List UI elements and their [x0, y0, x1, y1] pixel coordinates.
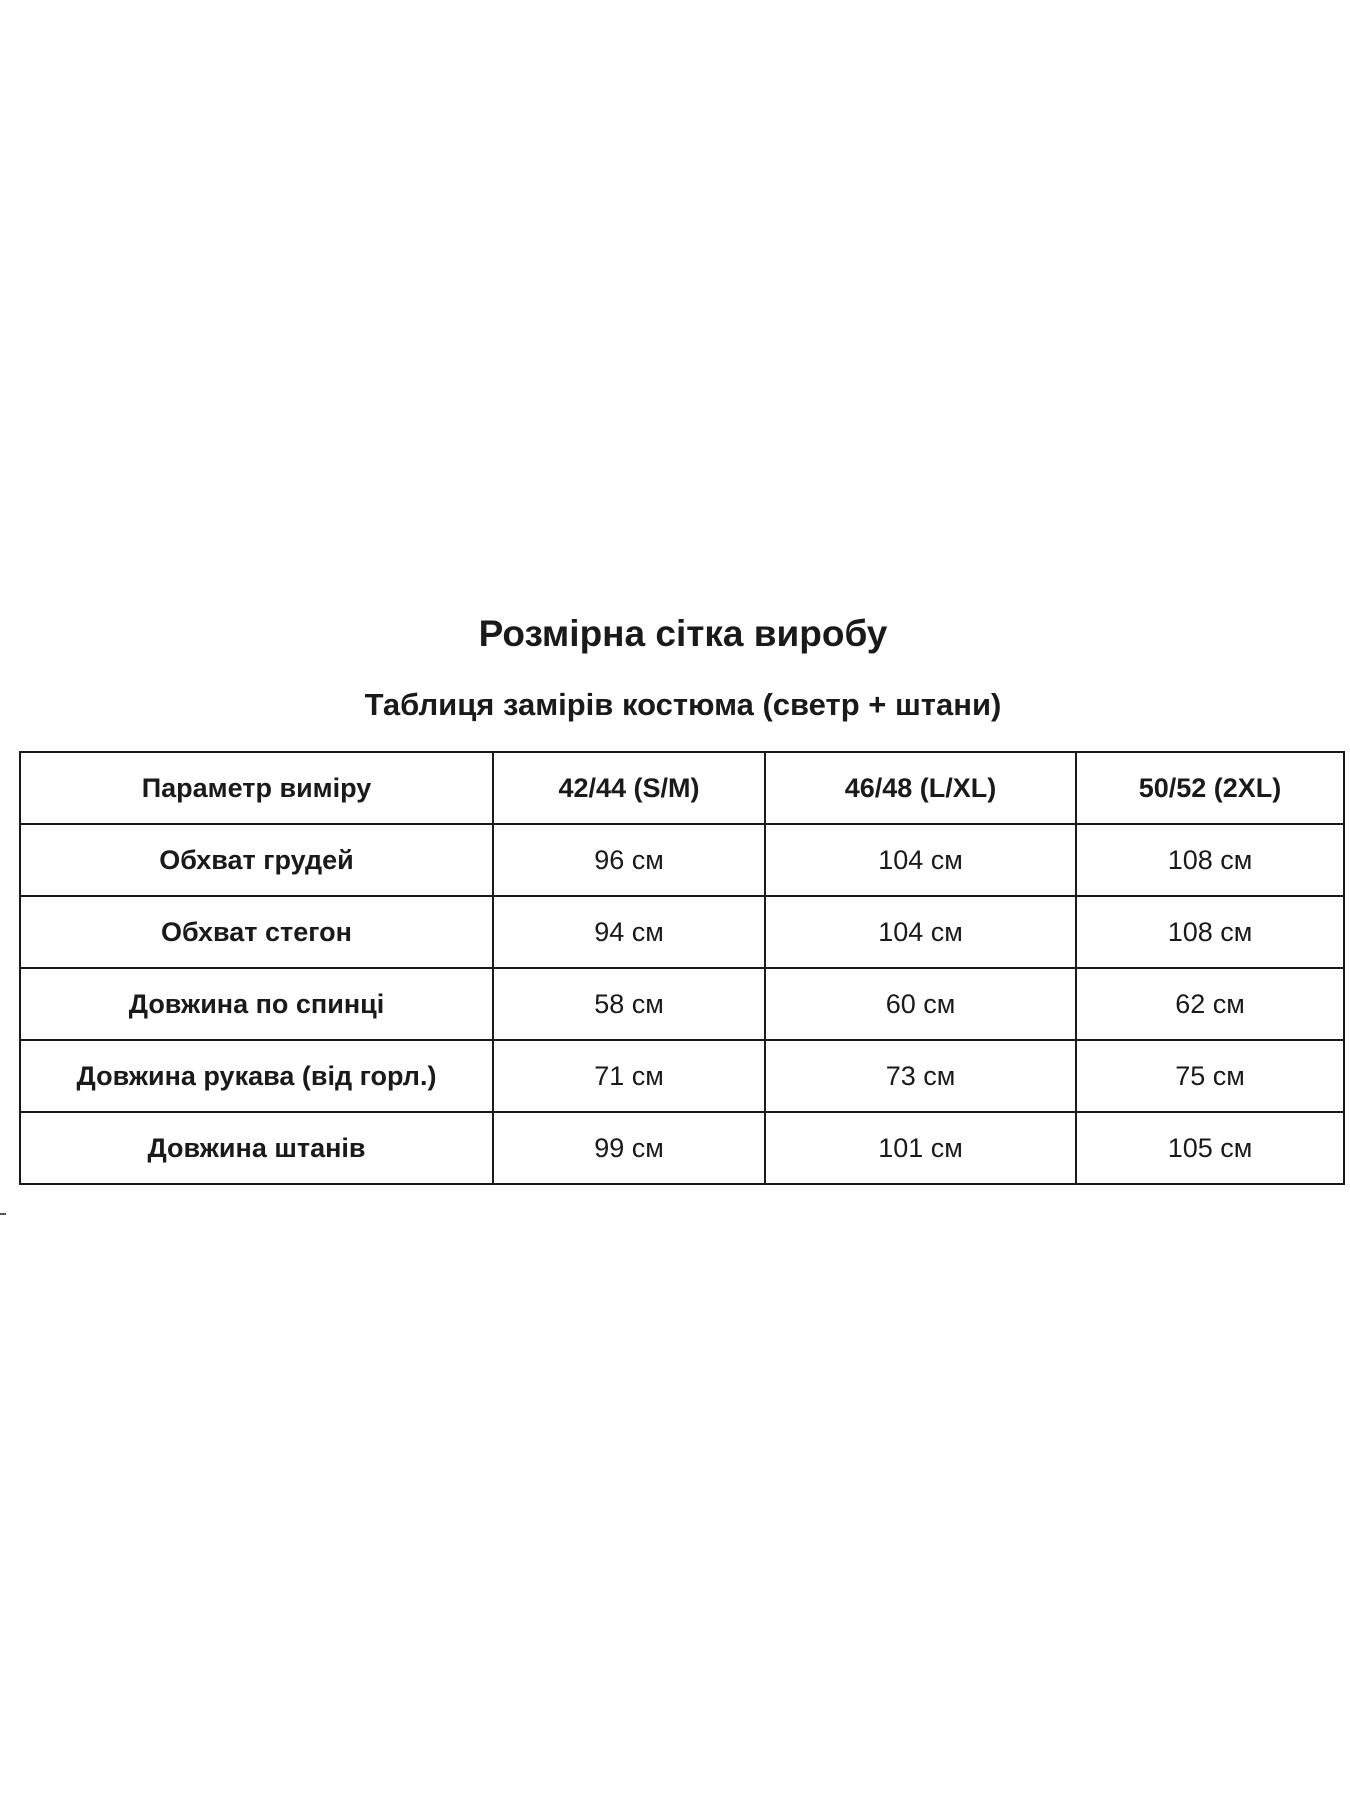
row-label: Довжина по спинці [20, 968, 493, 1040]
table-cell: 101 см [765, 1112, 1076, 1184]
row-label: Довжина рукава (від горл.) [20, 1040, 493, 1112]
header-cell-size-2xl: 50/52 (2XL) [1076, 752, 1344, 824]
table-row [20, 1112, 1344, 1184]
table-cell: 108 см [1076, 896, 1344, 968]
row-label: Обхват стегон [20, 896, 493, 968]
header-cell-size-sm: 42/44 (S/M) [493, 752, 765, 824]
table-cell: 104 см [765, 824, 1076, 896]
table-row [20, 824, 1344, 896]
table-cell: 94 см [493, 896, 765, 968]
header-cell-size-lxl: 46/48 (L/XL) [765, 752, 1076, 824]
table-cell: 104 см [765, 896, 1076, 968]
table-cell: 60 см [765, 968, 1076, 1040]
table-cell: 73 см [765, 1040, 1076, 1112]
table-header-row [20, 752, 1344, 824]
table-cell: 108 см [1076, 824, 1344, 896]
table-cell: 105 см [1076, 1112, 1344, 1184]
table-cell: 62 см [1076, 968, 1344, 1040]
table-row [20, 968, 1344, 1040]
table-cell: 58 см [493, 968, 765, 1040]
page-title: Розмірна сітка виробу [478, 613, 888, 654]
row-label: Обхват грудей [20, 824, 493, 896]
table-cell: 99 см [493, 1112, 765, 1184]
edge-mark [0, 1213, 6, 1215]
table-row [20, 896, 1344, 968]
table-cell: 75 см [1076, 1040, 1344, 1112]
row-label: Довжина штанів [20, 1112, 493, 1184]
size-chart-table [19, 751, 1345, 1185]
table-row [20, 1040, 1344, 1112]
table-subtitle: Таблиця замірів костюма (светр + штани) [364, 687, 1002, 722]
table-cell: 71 см [493, 1040, 765, 1112]
table-cell: 96 см [493, 824, 765, 896]
header-cell-parameter: Параметр виміру [20, 752, 493, 824]
